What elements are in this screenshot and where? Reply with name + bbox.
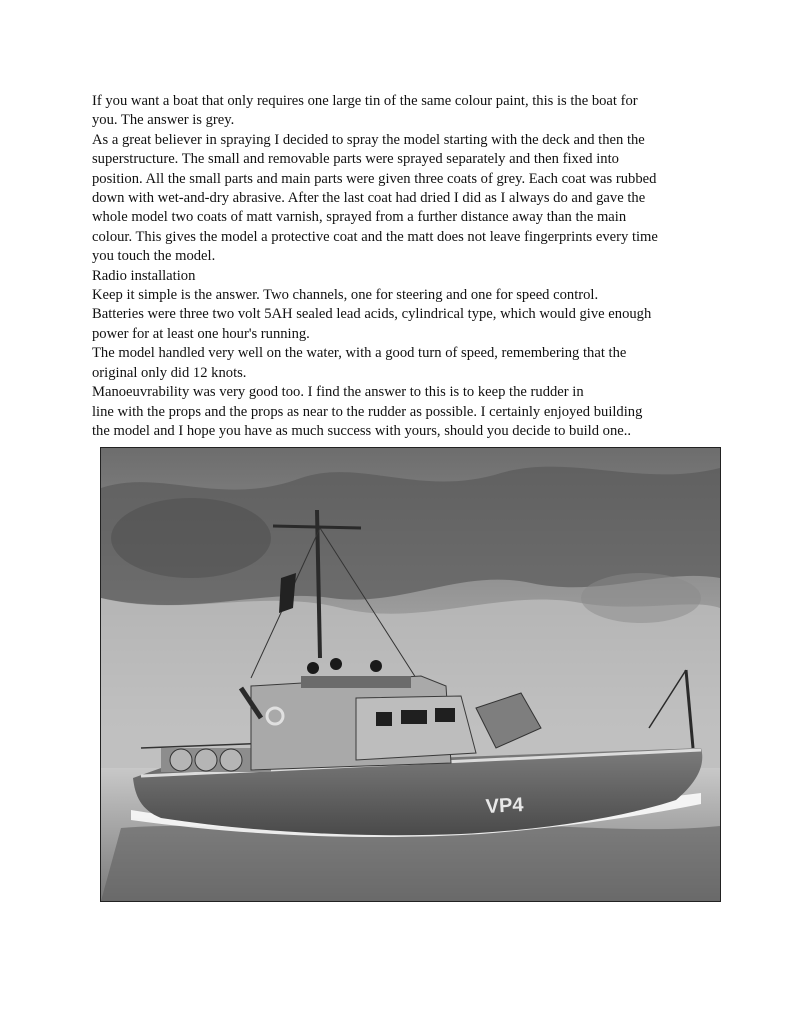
text-line: you touch the model. bbox=[92, 248, 216, 265]
text-line: power for at least one hour's running. bbox=[92, 325, 310, 342]
depth-charge bbox=[195, 749, 217, 771]
depth-charge bbox=[170, 749, 192, 771]
text-line: Keep it simple is the answer. Two channels, one for steering and one for speed control. bbox=[92, 287, 599, 304]
yardarm bbox=[273, 526, 361, 528]
bridge-block bbox=[356, 696, 476, 760]
text-line: The model handled very well on the water, with a good turn of speed, remembering that the bbox=[92, 345, 627, 362]
text-line: the model and I hope you have as much success with yours, should you decide to build one.. bbox=[92, 422, 632, 439]
section-heading: Radio installation bbox=[92, 267, 196, 284]
bridge-window bbox=[435, 708, 455, 722]
crew-figure bbox=[370, 660, 382, 672]
text-line: whole model two coats of matt varnish, sprayed from a further distance away than the main bbox=[92, 209, 627, 226]
text-line: you. The answer is grey. bbox=[92, 112, 235, 129]
crew-figure bbox=[307, 662, 319, 674]
text-line: position. All the small parts and main parts were given three coats of grey. Each coat was rubbed bbox=[92, 170, 657, 187]
text-line: Manoeuvrability was very good too. I find the answer to this is to keep the rudder in bbox=[92, 384, 584, 401]
bridge-window bbox=[376, 712, 392, 726]
bridge-window bbox=[401, 710, 427, 724]
text-line: down with wet-and-dry abrasive. After the last coat had dried I did as I always do and gave the bbox=[92, 190, 646, 207]
text-line: Batteries were three two volt 5AH sealed lead acids, cylindrical type, which would give enough bbox=[92, 306, 652, 323]
boat-photo-illustration bbox=[101, 448, 720, 901]
depth-charge bbox=[220, 749, 242, 771]
text-line: line with the props and the props as near to the rudder as possible. I certainly enjoyed building bbox=[92, 403, 643, 420]
article-text bbox=[92, 92, 712, 441]
text-line: If you want a boat that only requires one large tin of the same colour paint, this is the boat for bbox=[92, 93, 638, 109]
hull-marking: VP4 bbox=[485, 794, 525, 818]
bridge-top bbox=[301, 676, 411, 688]
text-line: colour. This gives the model a protective coat and the matt does not leave fingerprints every time bbox=[92, 228, 658, 245]
text-line: As a great believer in spraying I decided to spray the model starting with the deck and then the bbox=[92, 131, 645, 148]
boat-photograph bbox=[100, 447, 721, 902]
crew-figure bbox=[330, 658, 342, 670]
tree-shadow bbox=[111, 498, 271, 578]
rock-shadow bbox=[581, 573, 701, 623]
text-line: original only did 12 knots. bbox=[92, 364, 247, 381]
text-line: superstructure. The small and removable parts were sprayed separately and then fixed into bbox=[92, 151, 619, 168]
